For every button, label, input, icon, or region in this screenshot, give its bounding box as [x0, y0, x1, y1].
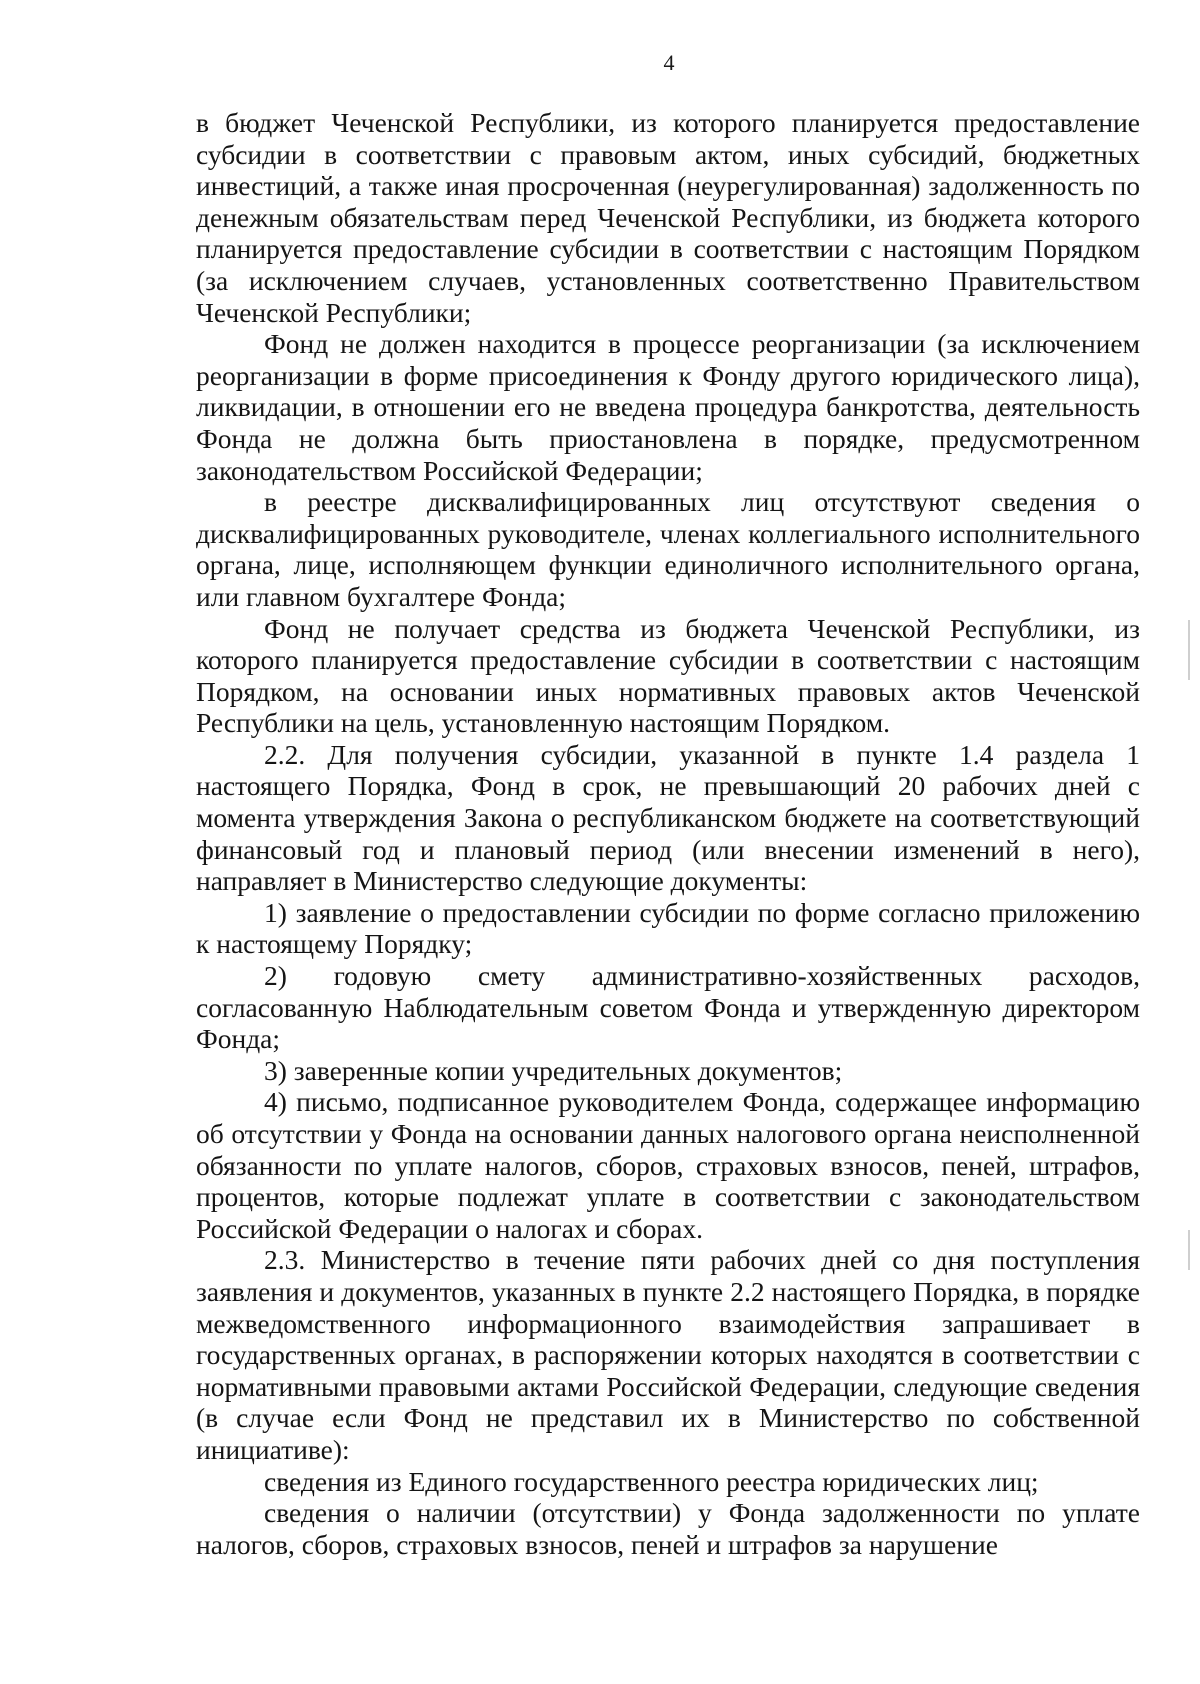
paragraph-1: в бюджет Чеченской Республики, из которого планируется предоставление субсидии в соответствии с правовым актом, иных субсидий, бюджетных инвестиций, а также иная просроченная (неурегулированная) задолженность по денежным обязательствам перед Чеченской Республики, из бюджета которого планируется предоставление субсидии в соответствии с настоящим Порядком (за исключением случаев, установленных соответственно Правительством Чеченской Республики; [196, 107, 1140, 328]
scan-edge-mark [1188, 620, 1190, 680]
paragraph-3: в реестре дисквалифицированных лиц отсутствуют сведения о дисквалифицированных руководителе, членах коллегиального исполнительного органа, лице, исполняющем функции единоличного исполнительного органа, или главном бухгалтере Фонда; [196, 486, 1140, 612]
paragraph-2: Фонд не должен находится в процессе реорганизации (за исключением реорганизации в форме присоединения к Фонду другого юридического лица), ликвидации, в отношении его не введена процедура банкротства, деятельность Фонда не должна быть приостановлена в порядке, предусмотренном законодательством Российской Федерации; [196, 328, 1140, 486]
list-item-2: 2) годовую смету административно-хозяйственных расходов, согласованную Наблюдательным советом Фонда и утвержденную директором Фонда; [196, 960, 1140, 1055]
paragraph-4: Фонд не получает средства из бюджета Чеченской Республики, из которого планируется предоставление субсидии в соответствии с настоящим Порядком, на основании иных нормативных правовых актов Чеченской Республики на цель, установленную настоящим Порядком. [196, 612, 1140, 739]
document-body [196, 107, 1140, 1560]
paragraph-clause-2-3: 2.3. Министерство в течение пяти рабочих дней со дня поступления заявления и документов, указанных в пункте 2.2 настоящего Порядка, в порядке межведомственного информационного взаимодействия запрашивает в государственных органах, в распоряжении которых находятся в соответствии с нормативными правовыми актами Российской Федерации, следующие сведения (в случае если Фонд не представил их в Министерство по собственной инициативе): [196, 1244, 1140, 1465]
paragraph-egrul: сведения из Единого государственного реестра юридических лиц; [264, 1465, 1039, 1497]
list-item-1: 1) заявление о предоставлении субсидии по форме согласно приложению к настоящему Порядку; [196, 896, 1140, 960]
paragraph-5-clause-2-2: 2.2. Для получения субсидии, указанной в пункте 1.4 раздела 1 настоящего Порядка, Фонд в срок, не превышающий 20 рабочих дней с момента утверждения Закона о республиканском бюджете на соответствующий финансовый год и плановый период (или внесении изменений в него), направляет в Министерство следующие документы: [196, 738, 1140, 897]
paragraph-tax-debt: сведения о наличии (отсутствии) у Фонда задолженности по уплате налогов, сборов, страховых взносов, пеней и штрафов за нарушение [196, 1497, 1140, 1560]
list-item-4: 4) письмо, подписанное руководителем Фонда, содержащее информацию об отсутствии у Фонда на основании данных налогового органа неисполненной обязанности по уплате налогов, сборов, страховых взносов, пеней, штрафов, процентов, которые подлежат уплате в соответствии с законодательством Российской Федерации о налогах и сборах. [196, 1086, 1140, 1244]
scan-edge-mark [1188, 1230, 1190, 1270]
list-item-3: 3) заверенные копии учредительных документов; [264, 1054, 843, 1086]
page-number: 4 [663, 50, 675, 75]
